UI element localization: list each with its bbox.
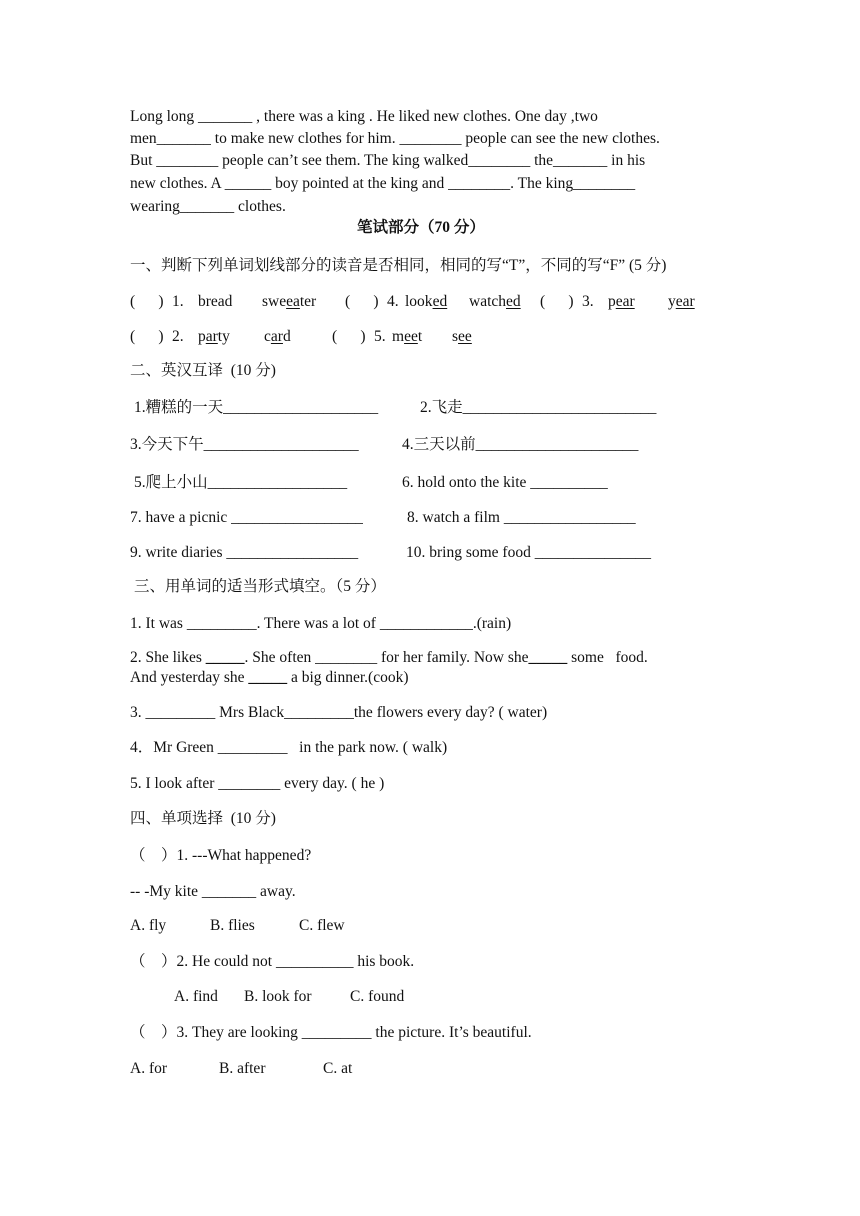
- fill-question-2-continued: And yesterday she _____ a big dinner.(cook): [130, 669, 409, 686]
- passage-line-1: Long long _______ , there was a king . He liked new clothes. One day ,two: [130, 108, 598, 125]
- word: card: [264, 328, 291, 345]
- choice-question-1-response: -- -My kite _______ away.: [130, 883, 296, 900]
- translation-item-1: 1.糟糕的一天____________________: [134, 399, 379, 416]
- word: meet: [392, 328, 423, 345]
- translation-item-3: 3.今天下午____________________: [130, 436, 359, 453]
- choice-question-2: （ ）2. He could not __________ his book.: [130, 953, 415, 970]
- choice-option-b: B. flies: [210, 917, 255, 934]
- translation-item-10: 10. bring some food _______________: [406, 544, 651, 561]
- choice-question-3: （ ）3. They are looking _________ the picture. It’s beautiful.: [130, 1024, 532, 1041]
- fill-question-1: 1. It was _________. There was a lot of ____________.(rain): [130, 615, 512, 632]
- passage-line-4: new clothes. A ______ boy pointed at the king and ________. The king________: [130, 175, 636, 192]
- fill-question-3: 3. _________ Mrs Black_________the flowers every day? ( water): [130, 704, 548, 721]
- word: see: [452, 328, 472, 345]
- answer-paren[interactable]: ( ): [540, 293, 574, 310]
- fill-question-4: 4．Mr Green _________ in the park now. ( walk): [130, 739, 448, 756]
- passage-line-2: men_______ to make new clothes for him. ________ people can see the new clothes.: [130, 130, 660, 147]
- section-3-title: 三、用单词的适当形式填空。（5 分）: [134, 578, 386, 595]
- translation-item-7: 7. have a picnic _________________: [130, 509, 363, 526]
- written-section-title: 笔试部分（70 分）: [357, 219, 485, 236]
- word: bread: [198, 293, 233, 310]
- word: year: [668, 293, 695, 310]
- question-number: 3.: [582, 293, 594, 310]
- word: pear: [608, 293, 635, 310]
- translation-item-5: 5.爬上小山__________________: [134, 474, 348, 491]
- word: party: [198, 328, 230, 345]
- choice-option-a: A. fly: [130, 917, 167, 934]
- choice-option-c: C. flew: [299, 917, 345, 934]
- passage-line-5: wearing_______ clothes.: [130, 198, 286, 215]
- question-number: 4.: [387, 293, 399, 310]
- word: looked: [405, 293, 448, 310]
- section-4-title: 四、单项选择 (10 分): [130, 810, 276, 827]
- question-number: 5.: [374, 328, 386, 345]
- section-2-title: 二、英汉互译 (10 分): [130, 362, 276, 379]
- question-number: 2.: [172, 328, 184, 345]
- translation-item-9: 9. write diaries _________________: [130, 544, 359, 561]
- fill-question-2: 2. She likes _____. She often ________ for her family. Now she_____ some food.: [130, 649, 648, 666]
- word: sweeater: [262, 293, 317, 310]
- choice-option-a: A. for: [130, 1060, 168, 1077]
- section-1-title: 一、判断下列单词划线部分的读音是否相同，相同的写“T”，不同的写“F” (5 分): [130, 257, 667, 274]
- choice-option-c: C. at: [323, 1060, 353, 1077]
- answer-paren[interactable]: ( ): [130, 328, 164, 345]
- translation-item-6: 6. hold onto the kite __________: [402, 474, 608, 491]
- answer-paren[interactable]: ( ): [332, 328, 366, 345]
- word: watched: [469, 293, 521, 310]
- choice-option-c: C. found: [350, 988, 405, 1005]
- translation-item-4: 4.三天以前_____________________: [402, 436, 639, 453]
- choice-option-b: B. look for: [244, 988, 312, 1005]
- choice-question-1: （ ）1. ---What happened?: [130, 847, 312, 864]
- translation-item-8: 8. watch a film _________________: [407, 509, 636, 526]
- choice-option-a: A. find: [174, 988, 218, 1005]
- choice-option-b: B. after: [219, 1060, 266, 1077]
- translation-item-2: 2.飞走_________________________: [420, 399, 657, 416]
- fill-question-5: 5. I look after ________ every day. ( he ): [130, 775, 385, 792]
- question-number: 1.: [172, 293, 184, 310]
- passage-line-3: But ________ people can’t see them. The king walked________ the_______ in his: [130, 152, 646, 169]
- answer-paren[interactable]: ( ): [130, 293, 164, 310]
- answer-paren[interactable]: ( ): [345, 293, 379, 310]
